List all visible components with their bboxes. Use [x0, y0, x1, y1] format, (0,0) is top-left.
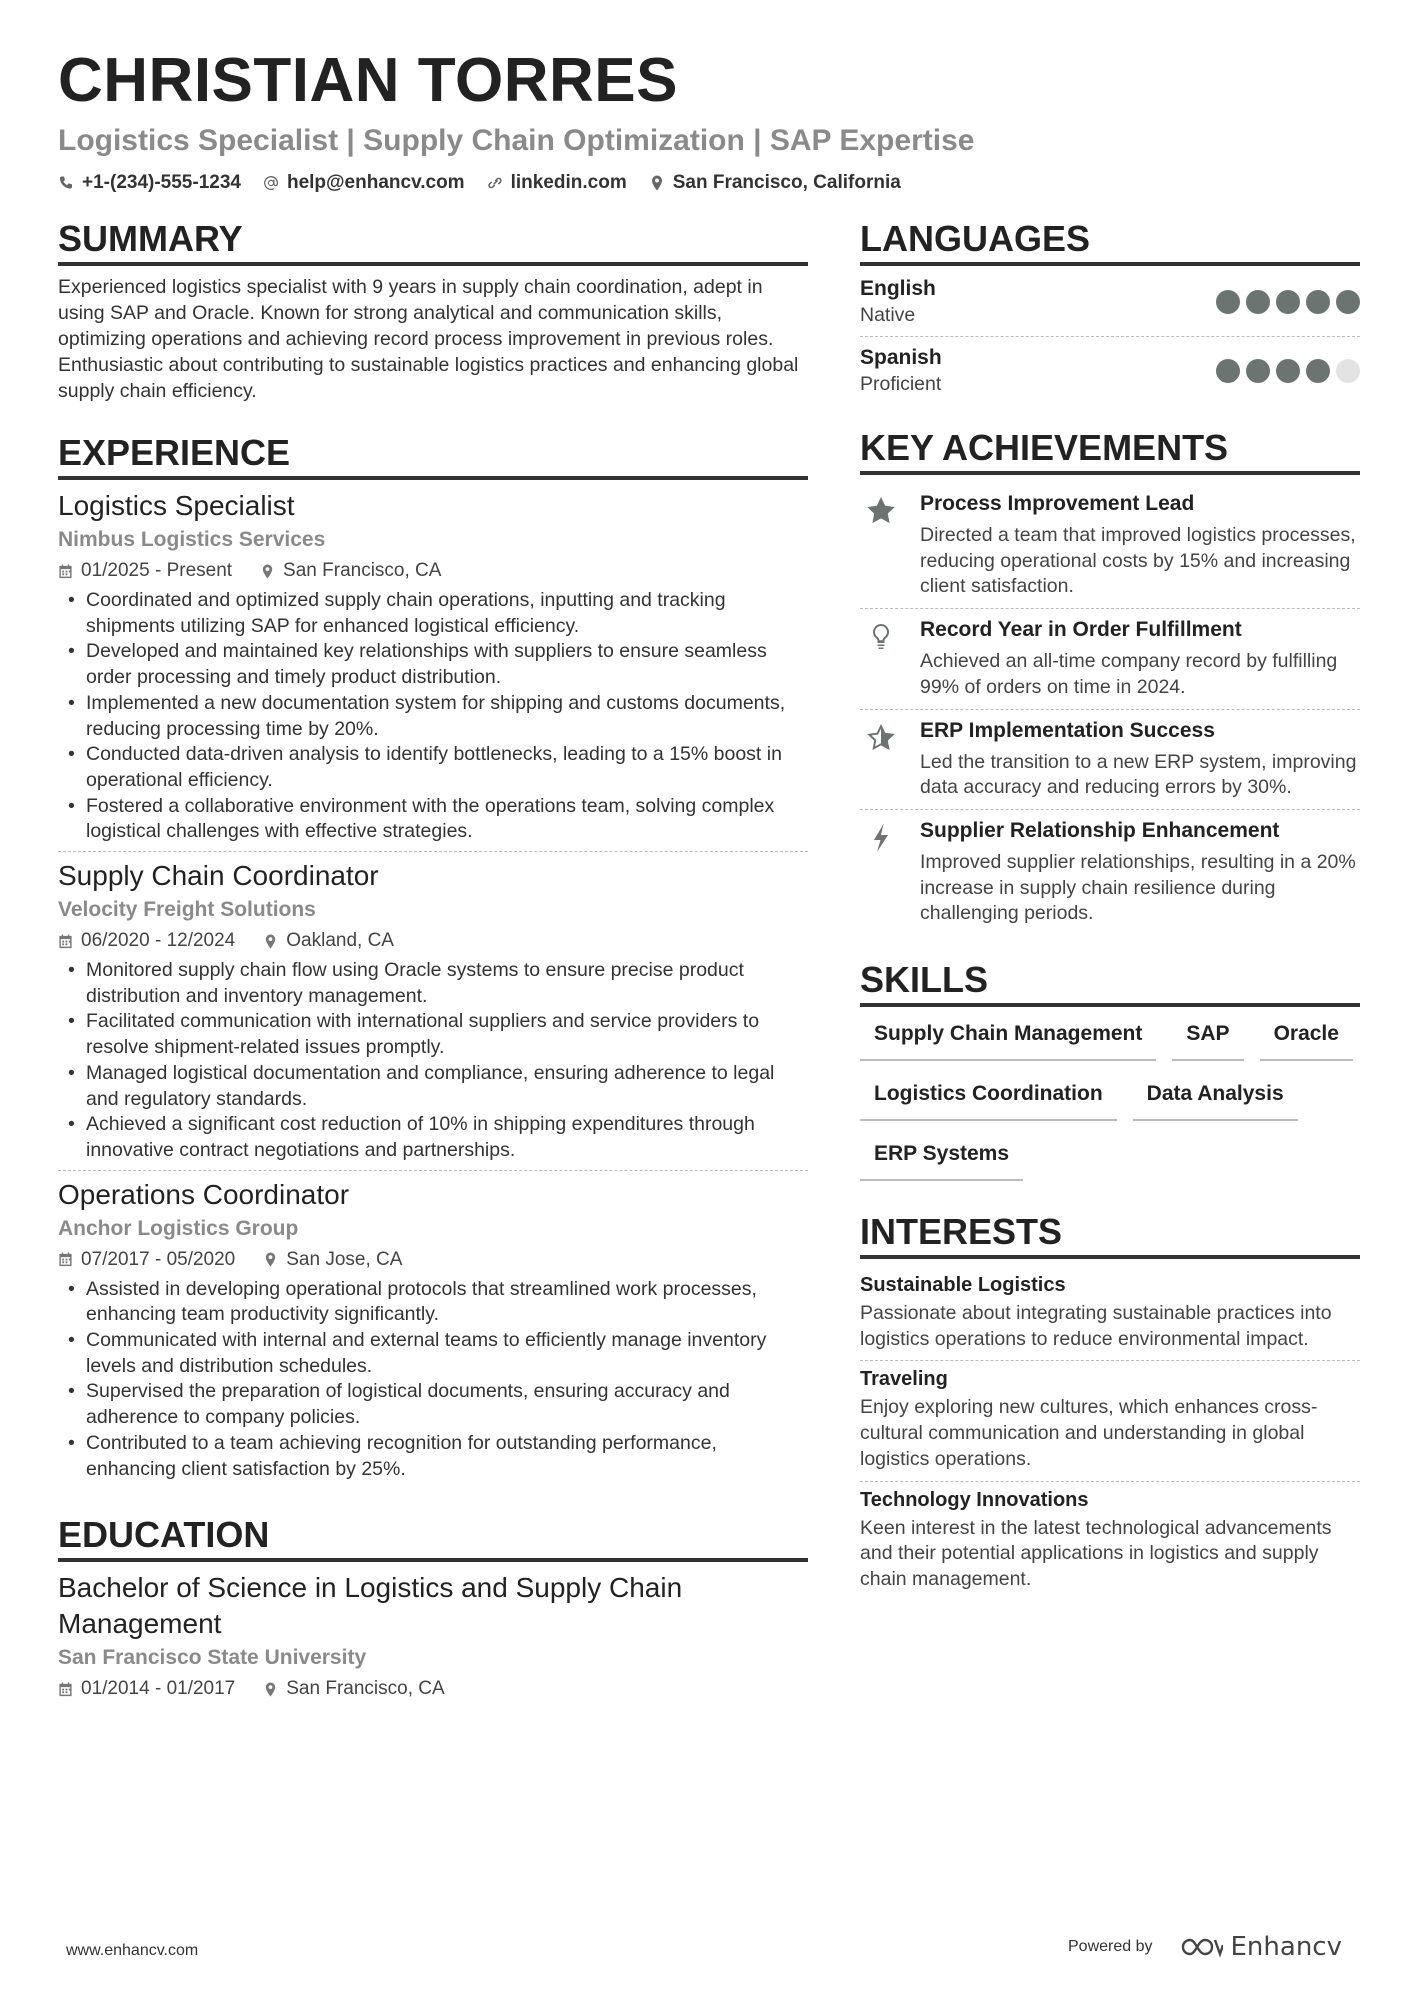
achievement-desc: Achieved an all-time company record by fulfilling 99% of orders on time in 2024.: [920, 650, 1338, 698]
achievement-title: ERP Implementation Success: [920, 718, 1215, 742]
job-dates-text: 01/2025 - Present: [81, 560, 233, 581]
language-name: English: [860, 277, 936, 300]
skill-tag: Data Analysis: [1133, 1077, 1298, 1121]
interest-desc: Enjoy exploring new cultures, which enhances cross-cultural communication and understanding in global logistics operations.: [860, 1396, 1318, 1470]
job-location-text: San Jose, CA: [286, 1248, 403, 1270]
resume-header: [58, 42, 1358, 194]
language-level: Native: [860, 304, 916, 326]
skills-section: [860, 959, 1360, 1181]
left-column: [58, 218, 808, 1702]
achievement-body: [920, 716, 1360, 801]
star-outline-icon: [865, 722, 897, 754]
school-name: San Francisco State University: [58, 1646, 367, 1670]
achievement-desc: Directed a team that improved logistics processes, reducing operational costs by 15% and increasing client satisfaction.: [920, 524, 1356, 598]
enhancv-logo[interactable]: [1179, 1932, 1342, 1962]
achievement-item: [860, 709, 1360, 809]
achievement-desc: Improved supplier relationships, resulting in a 20% increase in supply chain resilience during challenging periods.: [920, 850, 1356, 925]
location-text: San Francisco, California: [672, 172, 901, 193]
achievement-icon-wrap: [860, 615, 902, 700]
powered-by-text: Powered by: [1068, 1938, 1153, 1955]
degree-title: Bachelor of Science in Logistics and Supply Chain Management: [58, 1572, 683, 1640]
language-level: Proficient: [860, 373, 942, 395]
language-rating: [1216, 359, 1360, 383]
education-meta: [58, 1676, 808, 1702]
achievement-list: [860, 483, 1360, 935]
company-name: Anchor Logistics Group: [58, 1216, 299, 1240]
language-rating: [1216, 290, 1360, 314]
map-pin-icon: [260, 564, 275, 579]
interest-list: [860, 1267, 1360, 1601]
map-pin-icon: [649, 175, 665, 191]
achievement-item: [860, 809, 1360, 935]
footer-branding: [1068, 1932, 1342, 1962]
lightbulb-icon: [865, 621, 897, 653]
job-dates-text: 07/2017 - 05/2020: [81, 1248, 236, 1270]
right-column: [860, 218, 1360, 1601]
interest-title: Sustainable Logistics: [860, 1274, 1066, 1297]
job-title: Logistics Specialist: [58, 490, 295, 521]
summary-section: [58, 218, 808, 404]
job-dates: [58, 558, 232, 584]
map-pin-icon: [263, 1252, 278, 1267]
job-meta: [58, 558, 808, 584]
languages-heading: LANGUAGES: [860, 218, 1360, 266]
calendar-icon: [58, 1682, 73, 1697]
achievement-icon-wrap: [860, 816, 902, 927]
job-location: [263, 1247, 402, 1273]
job-bullet: • Implemented a new documentation system for shipping and customs documents, reducing processing time by 20%.: [58, 691, 808, 742]
phone-text: +1-(234)-555-1234: [82, 172, 241, 193]
job-meta: [58, 1247, 808, 1273]
interest-title: Traveling: [860, 1368, 948, 1391]
at-icon: [263, 175, 279, 191]
skill-list: [860, 1017, 1360, 1181]
language-info: [860, 345, 942, 397]
job-title: Operations Coordinator: [58, 1178, 350, 1210]
job-location: [263, 928, 394, 954]
calendar-icon: [58, 934, 73, 949]
job-bullet: • Monitored supply chain flow using Oracle systems to ensure precise product distribution and inventory management.: [58, 958, 808, 1009]
job-list: [58, 488, 808, 1488]
achievement-desc: Led the transition to a new ERP system, improving data accuracy and reducing errors by 30%.: [920, 750, 1357, 799]
skill-tag: SAP: [1172, 1017, 1243, 1061]
achievement-item: [860, 608, 1360, 708]
language-name: Spanish: [860, 346, 942, 369]
skill-tag: Logistics Coordination: [860, 1077, 1117, 1121]
interest-desc: Passionate about integrating sustainable practices into logistics operations to reduce environmental impact.: [860, 1302, 1332, 1350]
job-location: [260, 558, 441, 584]
languages-section: [860, 218, 1360, 405]
job-title: Supply Chain Coordinator: [58, 860, 379, 892]
education-dates-text: 01/2014 - 01/2017: [81, 1678, 236, 1700]
rating-dot-filled: [1306, 359, 1330, 383]
summary-heading: SUMMARY: [58, 218, 808, 266]
achievements-section: [860, 427, 1360, 935]
achievement-icon-wrap: [860, 716, 902, 801]
job-bullet: • Fostered a collaborative environment with the operations team, solving complex logistical challenges with effective strategies.: [58, 794, 808, 845]
skill-tag: ERP Systems: [860, 1137, 1023, 1181]
job-entry: [58, 851, 808, 1170]
job-location-text: Oakland, CA: [286, 930, 394, 952]
job-bullets: [58, 1277, 808, 1483]
map-pin-icon: [263, 934, 278, 949]
rating-dot-filled: [1246, 290, 1270, 314]
education-heading: EDUCATION: [58, 1514, 808, 1562]
job-location-text: San Francisco, CA: [283, 560, 442, 581]
contact-location: [649, 172, 901, 194]
skill-tag: Supply Chain Management: [860, 1017, 1156, 1061]
phone-icon: [58, 175, 74, 191]
job-bullet: • Coordinated and optimized supply chain operations, inputting and tracking shipments utilizing SAP for enhanced logistical efficiency.: [58, 588, 808, 639]
rating-dot-filled: [1216, 359, 1240, 383]
company-name: Velocity Freight Solutions: [58, 898, 316, 922]
candidate-name: CHRISTIAN TORRES: [58, 46, 679, 115]
interest-desc: Keen interest in the latest technological advancements and their potential applications in logistics and supply chain management.: [860, 1516, 1332, 1590]
achievement-title: Record Year in Order Fulfillment: [920, 618, 1242, 642]
education-section: [58, 1514, 808, 1702]
achievement-body: [920, 615, 1360, 700]
achievement-title: Process Improvement Lead: [920, 492, 1195, 515]
job-entry: [58, 1170, 808, 1489]
job-bullet: • Assisted in developing operational protocols that streamlined work processes, enhancing team productivity significantly.: [58, 1277, 808, 1328]
interest-item: [860, 1481, 1360, 1601]
contact-bar: [58, 172, 1358, 194]
job-bullets: [58, 588, 808, 845]
achievements-heading: KEY ACHIEVEMENTS: [860, 427, 1360, 475]
contact-email[interactable]: [263, 172, 465, 194]
calendar-icon: [58, 564, 73, 579]
achievement-body: [920, 816, 1360, 927]
rating-dot-filled: [1216, 290, 1240, 314]
interest-title: Technology Innovations: [860, 1488, 1089, 1511]
job-bullet: • Managed logistical documentation and compliance, ensuring adherence to legal and regulatory standards.: [58, 1061, 808, 1112]
education-location: [263, 1676, 444, 1702]
job-bullet: • Achieved a significant cost reduction of 10% in shipping expenditures through innovative contract negotiations and partnerships.: [58, 1112, 808, 1163]
experience-heading: EXPERIENCE: [58, 432, 808, 480]
link-icon: [487, 175, 503, 191]
rating-dot-filled: [1276, 290, 1300, 314]
star-icon: [865, 495, 897, 527]
contact-linkedin[interactable]: [487, 172, 627, 194]
job-bullet: • Contributed to a team achieving recognition for outstanding performance, enhancing client satisfaction by 25%.: [58, 1431, 808, 1482]
job-bullet: • Communicated with internal and external teams to efficiently manage inventory levels and distribution schedules.: [58, 1328, 808, 1379]
job-entry: [58, 488, 808, 851]
candidate-subtitle: Logistics Specialist | Supply Chain Optimization | SAP Expertise: [58, 124, 975, 157]
interests-heading: INTERESTS: [860, 1211, 1360, 1259]
contact-phone[interactable]: [58, 172, 241, 194]
language-list: [860, 274, 1360, 405]
education-location-text: San Francisco, CA: [286, 1678, 445, 1700]
language-row: [860, 336, 1360, 405]
job-dates-text: 06/2020 - 12/2024: [81, 930, 236, 952]
enhancv-logo-icon: [1179, 1935, 1223, 1959]
job-bullets: [58, 958, 808, 1164]
rating-dot-filled: [1306, 290, 1330, 314]
job-meta: [58, 928, 808, 954]
job-bullet: • Conducted data-driven analysis to identify bottlenecks, leading to a 15% boost in operational efficiency.: [58, 742, 808, 793]
language-info: [860, 276, 936, 328]
job-dates: [58, 928, 235, 954]
education-dates: [58, 1676, 235, 1702]
rating-dot-filled: [1336, 290, 1360, 314]
skills-heading: SKILLS: [860, 959, 1360, 1007]
job-dates: [58, 1247, 235, 1273]
interests-section: [860, 1211, 1360, 1601]
language-row: [860, 274, 1360, 336]
linkedin-text: linkedin.com: [510, 172, 627, 193]
achievement-body: [920, 489, 1360, 600]
job-bullet: • Facilitated communication with international suppliers and service providers to resolve shipment-related issues promptly.: [58, 1009, 808, 1060]
achievement-item: [860, 483, 1360, 608]
summary-text: Experienced logistics specialist with 9 years in supply chain coordination, adept in using SAP and Oracle. Known for strong analytical and communication skills, optimizing operations and achieving record process improvement in previous roles. Enthusiastic about contributing to sustainable logistics practices and enhancing global supply chain efficiency.: [58, 276, 799, 402]
skill-tag: Oracle: [1260, 1017, 1353, 1061]
rating-dot-filled: [1246, 359, 1270, 383]
job-bullet: • Supervised the preparation of logistical documents, ensuring accuracy and adherence to company policies.: [58, 1379, 808, 1430]
lightning-icon: [865, 822, 897, 854]
interest-item: [860, 1267, 1360, 1360]
email-text: help@enhancv.com: [286, 172, 465, 193]
rating-dot-filled: [1276, 359, 1300, 383]
footer-website[interactable]: www.enhancv.com: [66, 1942, 199, 1959]
achievement-title: Supplier Relationship Enhancement: [920, 818, 1280, 842]
achievement-icon-wrap: [860, 489, 902, 600]
experience-section: [58, 432, 808, 1488]
map-pin-icon: [263, 1682, 278, 1697]
calendar-icon: [58, 1252, 73, 1267]
rating-dot-empty: [1336, 359, 1360, 383]
job-bullet: • Developed and maintained key relationships with suppliers to ensure seamless order processing and timely product distribution.: [58, 639, 808, 690]
brand-name: Enhancv: [1230, 1932, 1342, 1962]
company-name: Nimbus Logistics Services: [58, 528, 326, 551]
interest-item: [860, 1360, 1360, 1480]
